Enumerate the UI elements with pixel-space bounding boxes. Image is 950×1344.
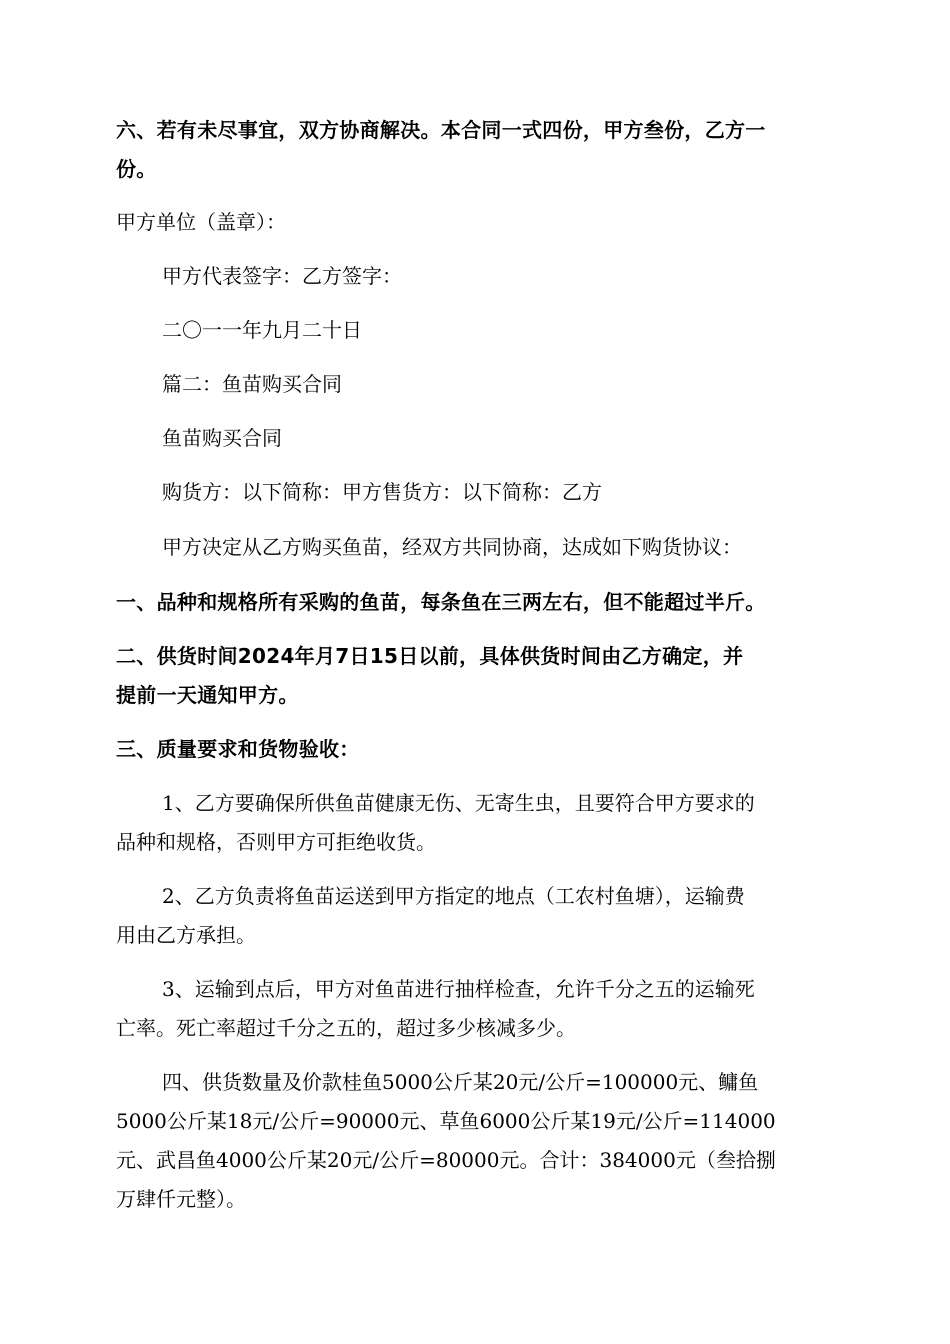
clause-2-line-2: 提前一天通知甲方。 xyxy=(116,683,299,707)
clause-3-item-3-line-2: 亡率。死亡率超过千分之五的，超过多少核减多少。 xyxy=(116,1016,576,1040)
clause-3-item-1-line-1: 1、乙方要确保所供鱼苗健康无伤、无寄生虫，且要符合甲方要求的 xyxy=(162,791,755,815)
clause-3-heading: 三、质量要求和货物验收： xyxy=(116,737,360,761)
part-2-heading: 篇二：鱼苗购买合同 xyxy=(162,372,342,396)
contract-title: 鱼苗购买合同 xyxy=(162,426,282,450)
party-a-unit-label: 甲方单位（盖章）： xyxy=(116,210,286,234)
clause-4-line-3: 元、武昌鱼4000公斤某20元/公斤=80000元。合计：384000元（叁拾捌 xyxy=(116,1148,776,1172)
clause-4-line-4: 万肆仟元整）。 xyxy=(116,1187,246,1211)
intro-paragraph: 甲方决定从乙方购买鱼苗，经双方共同协商，达成如下购货协议： xyxy=(162,535,742,559)
contract-date: 二〇一一年九月二十日 xyxy=(162,318,362,342)
clause-4-line-1: 四、供货数量及价款桂鱼5000公斤某20元/公斤=100000元、鳙鱼 xyxy=(162,1070,759,1094)
clause-3-item-1-line-2: 品种和规格，否则甲方可拒绝收货。 xyxy=(116,830,436,854)
clause-1: 一、品种和规格所有采购的鱼苗，每条鱼在三两左右，但不能超过半斤。 xyxy=(116,590,766,614)
clause-4-line-2: 5000公斤某18元/公斤=90000元、草鱼6000公斤某19元/公斤=114000 xyxy=(116,1109,776,1133)
clause-3-item-2-line-2: 用由乙方承担。 xyxy=(116,923,256,947)
clause-3-item-3-line-1: 3、运输到点后，甲方对鱼苗进行抽样检查，允许千分之五的运输死 xyxy=(162,977,755,1001)
clause-6-line-1: 六、若有未尽事宜，双方协商解决。本合同一式四份，甲方叁份，乙方一 xyxy=(116,118,766,142)
parties-line: 购货方：以下简称：甲方售货方：以下简称：乙方 xyxy=(162,480,602,504)
signature-line: 甲方代表签字：乙方签字： xyxy=(162,264,402,288)
clause-6-line-2: 份。 xyxy=(116,157,157,181)
clause-3-item-2-line-1: 2、乙方负责将鱼苗运送到甲方指定的地点（工农村鱼塘），运输费 xyxy=(162,884,745,908)
clause-2-line-1: 二、供货时间2024年月7日15日以前，具体供货时间由乙方确定，并 xyxy=(116,644,744,668)
